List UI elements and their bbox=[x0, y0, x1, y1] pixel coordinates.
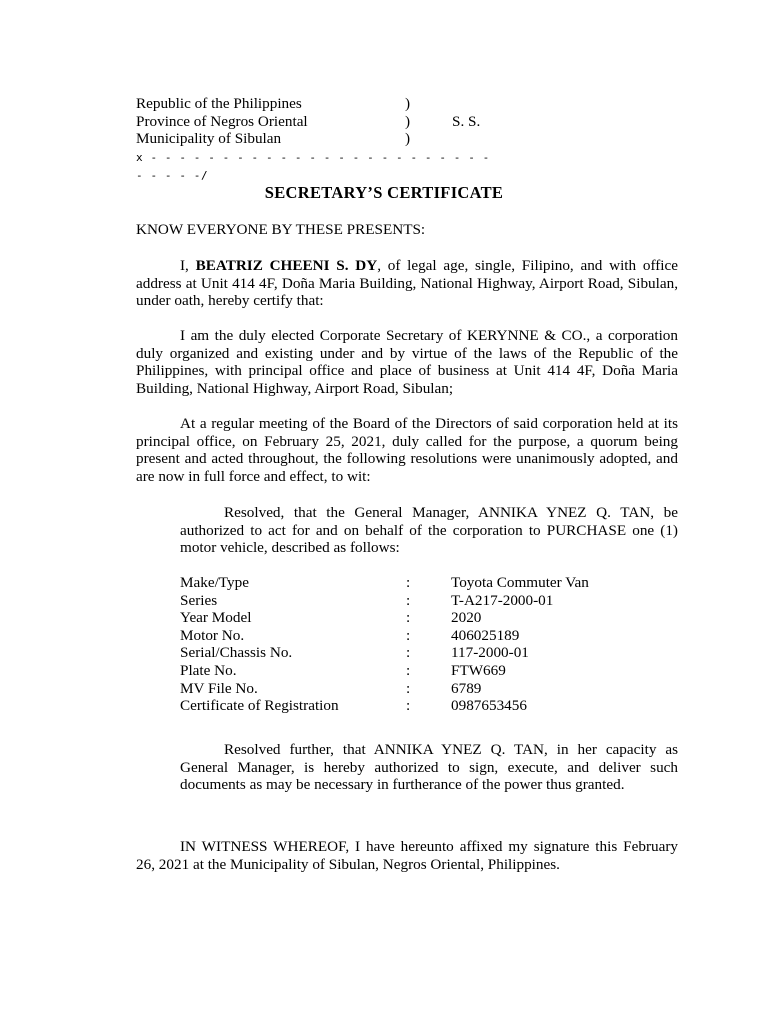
venue-row bbox=[136, 130, 496, 148]
spec-value: 406025189 bbox=[451, 626, 520, 644]
venue-block bbox=[136, 95, 496, 183]
venue-row bbox=[136, 95, 496, 113]
resolution-authority: Resolved further, that ANNIKA YNEZ Q. TAN, in her capacity as General Manager, is hereby authorized to sign, execute, and deliver such documents as may be necessary in furtherance of the power thus granted. bbox=[180, 741, 678, 794]
spec-colon: : bbox=[406, 644, 411, 662]
venue-row bbox=[136, 148, 496, 183]
venue-paren: ) bbox=[405, 95, 411, 112]
spec-value: 2020 bbox=[451, 609, 482, 627]
secretary-paragraph: I am the duly elected Corporate Secretary of KERYNNE & CO., a corporation duly organized and existing under and by virtue of the laws of the Republic of the Philippines, with principal office and place of business at Unit 414 4F, Doña Maria Building, National Highway, Airport Road, Sibulan; bbox=[136, 327, 678, 397]
spec-colon: : bbox=[406, 661, 411, 679]
vehicle-spec-row bbox=[180, 644, 678, 662]
meeting-paragraph: At a regular meeting of the Board of the Directors of said corporation held at its principal office, on February 25, 2021, duly called for the purpose, a quorum being present and acted throughout, the following resolutions were unanimously adopted, and are now in full force and effect, to wit: bbox=[136, 415, 678, 485]
resolution-purchase: Resolved, that the General Manager, ANNIKA YNEZ Q. TAN, be authorized to act for and on behalf of the corporation to PURCHASE one (1) motor vehicle, described as follows: bbox=[180, 504, 678, 557]
vehicle-spec-row bbox=[180, 574, 678, 592]
venue-municipality: Municipality of Sibulan bbox=[136, 130, 282, 148]
spec-colon: : bbox=[406, 697, 411, 715]
spec-colon: : bbox=[406, 574, 411, 591]
venue-ss: S. S. bbox=[452, 112, 481, 130]
document-title: SECRETARY’S CERTIFICATE bbox=[264, 183, 504, 202]
spec-value: T-A217-2000-01 bbox=[451, 591, 554, 609]
venue-republic: Republic of the Philippines bbox=[136, 95, 302, 112]
spec-value: 117-2000-01 bbox=[451, 644, 529, 662]
spec-label: Series bbox=[180, 591, 218, 609]
affiant-name: BEATRIZ CHEENI S. DY bbox=[195, 257, 378, 274]
spec-value: 0987653456 bbox=[451, 697, 527, 715]
venue-paren: ) bbox=[405, 112, 411, 130]
venue-separator: x - - - - - - - - - - - - - - - - - - - - - - - - - - - - -/ bbox=[136, 150, 490, 183]
vehicle-spec-row bbox=[180, 662, 678, 680]
spec-label: Make/Type bbox=[180, 574, 249, 591]
spec-colon: : bbox=[406, 626, 411, 644]
venue-paren: ) bbox=[405, 130, 411, 148]
vehicle-spec-row bbox=[180, 680, 678, 698]
spec-label: Motor No. bbox=[180, 626, 245, 644]
vehicle-spec-row bbox=[180, 609, 678, 627]
intro-paragraph bbox=[136, 257, 678, 310]
spec-label: MV File No. bbox=[180, 679, 258, 697]
spec-value: 6789 bbox=[451, 679, 482, 697]
spec-label: Certificate of Registration bbox=[180, 697, 339, 715]
vehicle-spec-table bbox=[180, 574, 678, 715]
spec-label: Year Model bbox=[180, 609, 252, 627]
venue-province: Province of Negros Oriental bbox=[136, 112, 308, 130]
spec-label: Serial/Chassis No. bbox=[180, 644, 293, 662]
spec-colon: : bbox=[406, 591, 411, 609]
witness-paragraph: IN WITNESS WHEREOF, I have hereunto affixed my signature this February 26, 2021 at the Municipality of Sibulan, Negros Oriental, Philippines. bbox=[136, 838, 678, 873]
venue-row bbox=[136, 113, 496, 131]
vehicle-spec-row bbox=[180, 697, 678, 715]
intro-rest: , of legal age, single, Filipino, and with office address at Unit 414 4F, Doña Maria Building, National Highway, Airport Road, Sibulan, under oath, hereby certify that: bbox=[136, 257, 679, 310]
intro-prefix: I, bbox=[180, 257, 196, 274]
spec-colon: : bbox=[406, 679, 411, 697]
spec-value: FTW669 bbox=[451, 661, 506, 679]
spec-colon: : bbox=[406, 609, 411, 627]
vehicle-spec-row bbox=[180, 627, 678, 645]
know-all-line: KNOW EVERYONE BY THESE PRESENTS: bbox=[136, 221, 426, 238]
vehicle-spec-row bbox=[180, 592, 678, 610]
spec-value: Toyota Commuter Van bbox=[451, 574, 589, 591]
spec-label: Plate No. bbox=[180, 661, 237, 679]
